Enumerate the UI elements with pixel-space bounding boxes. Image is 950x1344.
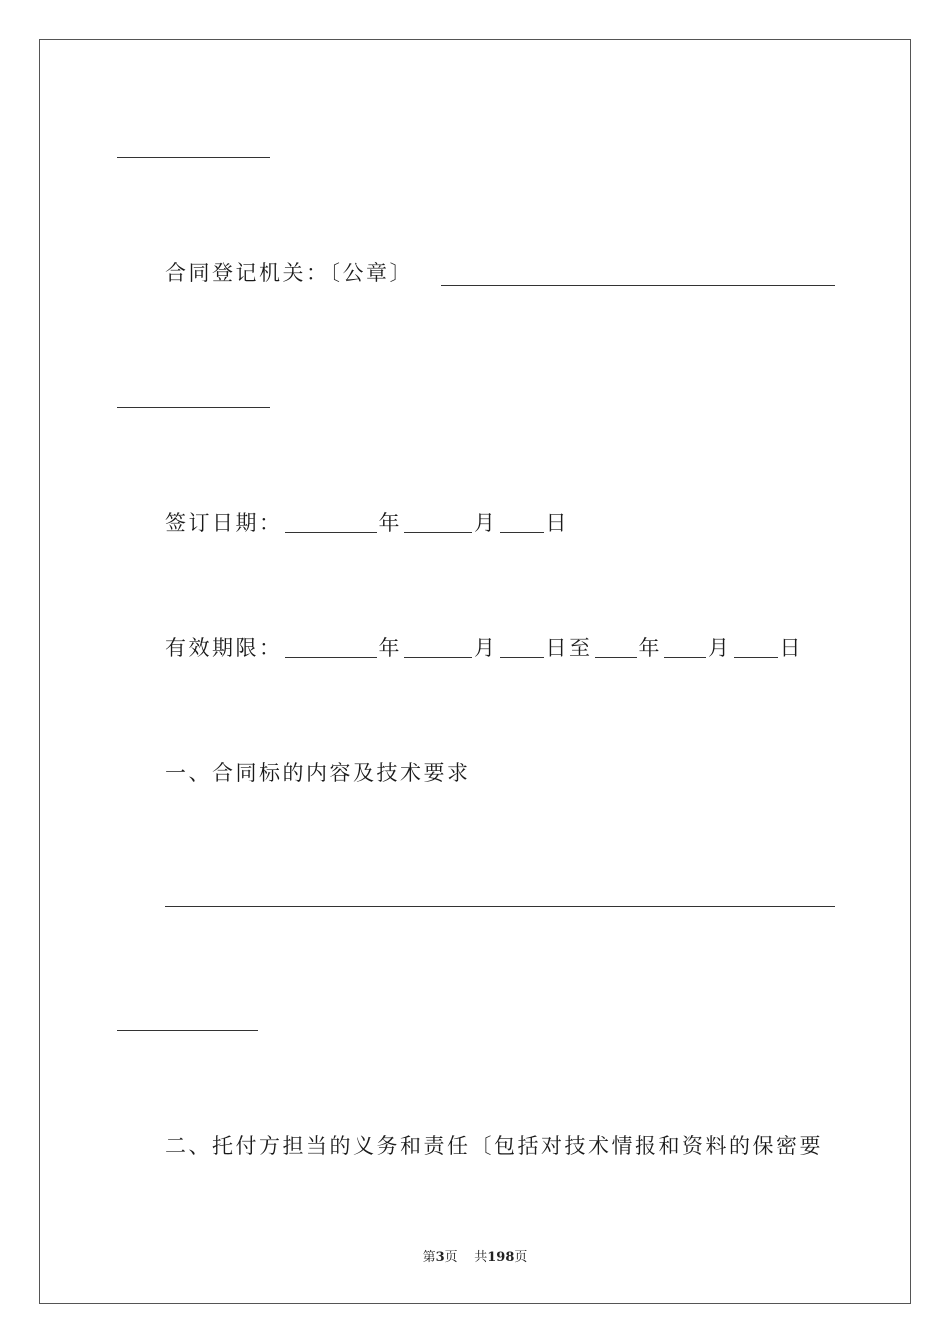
footer-page-prefix: 第: [422, 1250, 436, 1265]
page-footer: [0, 1246, 950, 1265]
validity-start-month-unit: 月: [474, 636, 498, 660]
signing-day-blank[interactable]: [500, 512, 544, 533]
section-two-heading-text: 二、托付方担当的义务和责任〔包括对技术情报和资料的保密要: [165, 1134, 823, 1158]
validity-start-year-unit: 年: [378, 636, 402, 660]
signing-day-unit: 日: [545, 511, 569, 535]
validity-line: [165, 634, 803, 662]
registration-line: [165, 259, 413, 287]
section-one-heading: [165, 759, 471, 787]
signing-date-line: [165, 509, 569, 537]
validity-label: 有效期限：: [165, 636, 283, 660]
signing-month-blank[interactable]: [404, 512, 472, 533]
footer-total-suffix: 页: [514, 1250, 528, 1265]
validity-end-year-unit: 年: [638, 636, 662, 660]
validity-start-month-blank[interactable]: [404, 637, 472, 658]
signing-year-blank[interactable]: [285, 512, 377, 533]
validity-start-year-blank[interactable]: [285, 637, 377, 658]
section-one-heading-text: 一、合同标的内容及技术要求: [165, 761, 471, 785]
section-two-heading: [165, 1132, 823, 1160]
footer-total-number: 198: [487, 1250, 515, 1265]
signing-month-unit: 月: [474, 511, 498, 535]
validity-end-month-unit: 月: [708, 636, 732, 660]
validity-end-year-blank[interactable]: [595, 637, 637, 658]
signing-date-label: 签订日期：: [165, 511, 283, 535]
validity-end-day-unit: 日: [779, 636, 803, 660]
continuation-rule-2: [117, 407, 270, 408]
section-one-blank[interactable]: [165, 906, 835, 907]
validity-start-day-blank[interactable]: [500, 637, 544, 658]
registration-blank[interactable]: [441, 285, 835, 286]
validity-day-to: 日至: [545, 636, 593, 660]
footer-page-suffix: 页: [444, 1250, 458, 1265]
continuation-rule-3: [117, 1030, 258, 1031]
validity-end-day-blank[interactable]: [734, 637, 778, 658]
registration-label: 合同登记机关：〔公章〕: [165, 261, 413, 285]
footer-page-number: 3: [435, 1250, 445, 1265]
signing-year-unit: 年: [378, 511, 402, 535]
validity-end-month-blank[interactable]: [664, 637, 706, 658]
footer-total-prefix: 共: [474, 1250, 488, 1265]
page-frame: [39, 39, 911, 1304]
continuation-rule-top: [117, 157, 270, 158]
